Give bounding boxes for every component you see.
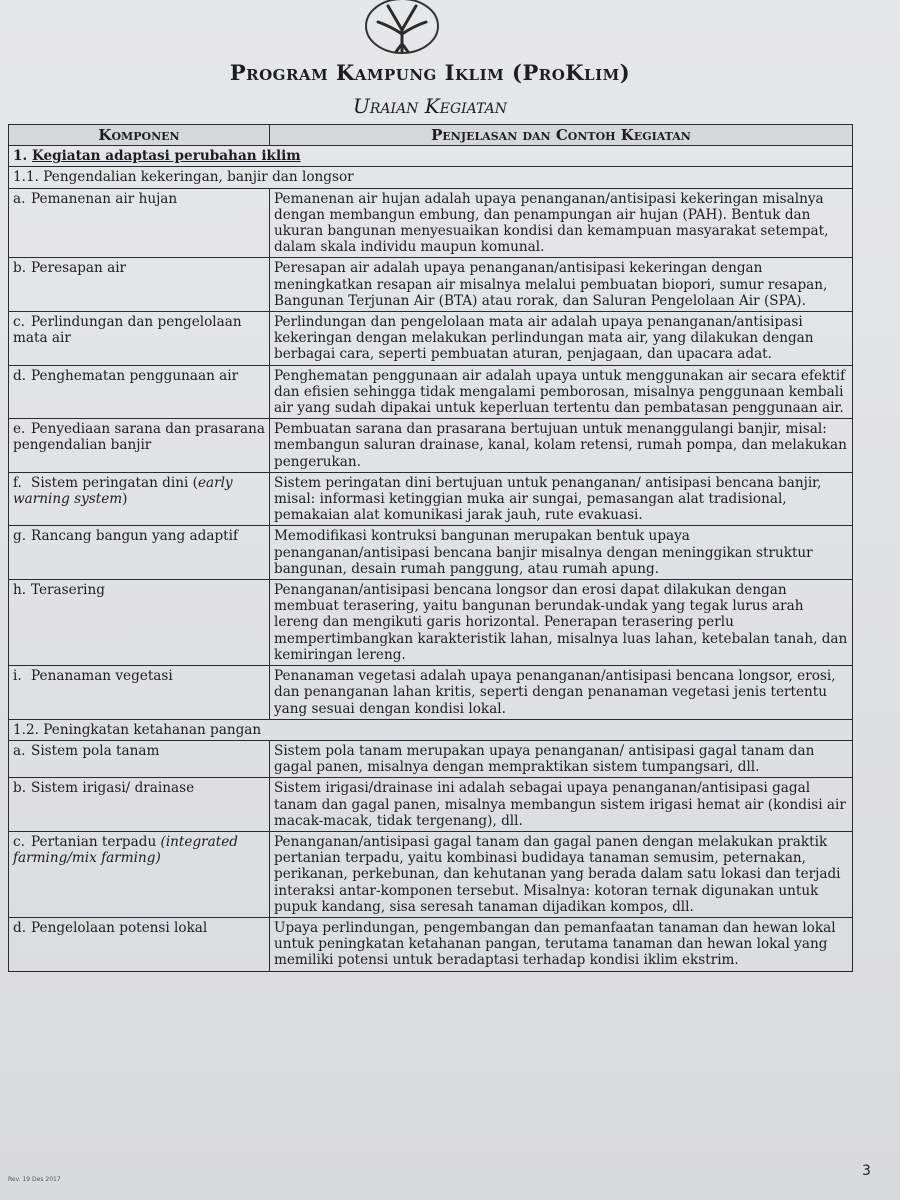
- description-cell: Penanganan/antisipasi bencana longsor dan erosi dapat dilakukan dengan membuat terasering, yaitu bangunan berundak-undak yang tegak lurus arah lereng dan mengikuti garis horizontal. Penerapan terasering perlu mempertimbangkan karakteristik lahan, misalnya luas lahan, ketebalan tanah, dan kemiringan lereng.: [270, 580, 853, 666]
- table-row: [9, 740, 853, 777]
- description-cell: Pembuatan sarana dan prasarana bertujuan untuk menanggulangi banjir, misal: membangun saluran drainase, kanal, kolam retensi, rumah pompa, dan melakukan pengerukan.: [270, 419, 853, 473]
- table-row: [9, 188, 853, 258]
- component-cell: c. Perlindungan dan pengelolaan mata air: [9, 312, 270, 366]
- subsection-row: [9, 719, 853, 740]
- component-cell: g. Rancang bangun yang adaptif: [9, 526, 270, 580]
- activities-table: [8, 124, 853, 972]
- component-cell: a. Sistem pola tanam: [9, 740, 270, 777]
- component-cell: f. Sistem peringatan dini (early warning system): [9, 472, 270, 526]
- table-row: [9, 258, 853, 312]
- description-cell: Sistem pola tanam merupakan upaya penanganan/ antisipasi gagal tanam dan gagal panen, misalnya dengan mempraktikan sistem tumpangsari, dll.: [270, 740, 853, 777]
- description-cell: Penanaman vegetasi adalah upaya penanganan/antisipasi bencana longsor, erosi, dan penanganan lahan kritis, seperti dengan penanaman vegetasi jenis tertentu yang sesuai dengan kondisi lokal.: [270, 666, 853, 720]
- description-cell: Sistem irigasi/drainase ini adalah sebagai upaya penanganan/antisipasi gagal tanam dan gagal panen, misalnya membangun sistem irigasi hemat air (kondisi air macak-macak, tidak tergenang), dll.: [270, 778, 853, 832]
- description-cell: Penghematan penggunaan air adalah upaya untuk menggunakan air secara efektif dan efisien sehingga tidak mengalami pemborosan, misalnya penggunaan kembali air yang sudah dipakai untuk keperluan tertentu dan pembatasan penggunaan air.: [270, 365, 853, 419]
- description-cell: Perlindungan dan pengelolaan mata air adalah upaya penanganan/antisipasi kekeringan dengan melakukan perlindungan mata air, yang dilakukan dengan berbagai cara, seperti pembuatan aturan, penjagaan, dan upacara adat.: [270, 312, 853, 366]
- table-row: [9, 666, 853, 720]
- table-row: [9, 917, 853, 971]
- description-cell: Sistem peringatan dini bertujuan untuk penanganan/ antisipasi bencana banjir, misal: informasi ketinggian muka air sungai, pemasangan alat tradisional, pemakaian alat komunikasi jarak jauh, rute evakuasi.: [270, 472, 853, 526]
- table-row: [9, 365, 853, 419]
- table-row: [9, 778, 853, 832]
- table-row: [9, 472, 853, 526]
- header-description: Penjelasan dan Contoh Kegiatan: [270, 125, 853, 146]
- document-title: Program Kampung Iklim (ProKlim): [229, 60, 631, 85]
- component-cell: i. Penanaman vegetasi: [9, 666, 270, 720]
- component-cell: d. Penghematan penggunaan air: [9, 365, 270, 419]
- component-cell: d. Pengelolaan potensi lokal: [9, 917, 270, 971]
- table-row: [9, 580, 853, 666]
- subsection-1-2-title: 1.2. Peningkatan ketahanan pangan: [9, 719, 853, 740]
- component-cell: a. Pemanenan air hujan: [9, 188, 270, 258]
- table-header-row: [9, 125, 853, 146]
- header-component: Komponen: [9, 125, 270, 146]
- section-1-title: [9, 146, 853, 167]
- table-row: [9, 526, 853, 580]
- description-cell: Pemanenan air hujan adalah upaya penanganan/antisipasi kekeringan misalnya dengan membangun embung, dan penampungan air hujan (PAH). Bentuk dan ukuran bangunan menyesuaikan kondisi dan kemampuan masyarakat setempat, dalam skala individu maupun komunal.: [270, 188, 853, 258]
- component-cell: c. Pertanian terpadu (integrated farming/mix farming): [9, 831, 270, 917]
- page-number: 3: [862, 1163, 871, 1179]
- component-cell: b. Peresapan air: [9, 258, 270, 312]
- description-cell: Penanganan/antisipasi gagal tanam dan gagal panen dengan melakukan praktik pertanian terpadu, yaitu kombinasi budidaya tanaman semusim, peternakan, perikanan, perkebunan, dan kehutanan yang berada dalam satu lokasi dan terjadi interaksi antar-komponen tersebut. Misalnya: kotoran ternak digunakan untuk pupuk kandang, sisa seresah tanaman dijadikan kompos, dll.: [270, 831, 853, 917]
- section-number: 1.: [13, 148, 28, 165]
- description-cell: Upaya perlindungan, pengembangan dan pemanfaatan tanaman dan hewan lokal untuk peningkatan ketahanan pangan, terutama tanaman dan hewan lokal yang memiliki potensi untuk beradaptasi terhadap kondisi iklim ekstrim.: [270, 917, 853, 971]
- tree-logo-icon: [362, 0, 442, 58]
- document-subtitle: Uraian Kegiatan: [353, 94, 507, 118]
- component-cell: b. Sistem irigasi/ drainase: [9, 778, 270, 832]
- description-cell: Memodifikasi kontruksi bangunan merupakan bentuk upaya penanganan/antisipasi bencana banjir misalnya dengan meninggikan struktur bangunan, desain rumah panggung, atau rumah apung.: [270, 526, 853, 580]
- revision-note: Rev. 19 Des 2017: [8, 1176, 61, 1183]
- description-cell: Peresapan air adalah upaya penanganan/antisipasi kekeringan dengan meningkatkan resapan air misalnya melalui pembuatan biopori, sumur resapan, Bangunan Terjunan Air (BTA) atau rorak, dan Saluran Pengelolaan Air (SPA).: [270, 258, 853, 312]
- table-row: [9, 831, 853, 917]
- section-row: [9, 146, 853, 167]
- subsection-1-1-title: 1.1. Pengendalian kekeringan, banjir dan longsor: [9, 167, 853, 188]
- section-label: Kegiatan adaptasi perubahan iklim: [31, 148, 301, 165]
- table-row: [9, 419, 853, 473]
- table-row: [9, 312, 853, 366]
- component-cell: e. Penyediaan sarana dan prasarana pengendalian banjir: [9, 419, 270, 473]
- component-cell: h. Terasering: [9, 580, 270, 666]
- subsection-row: [9, 167, 853, 188]
